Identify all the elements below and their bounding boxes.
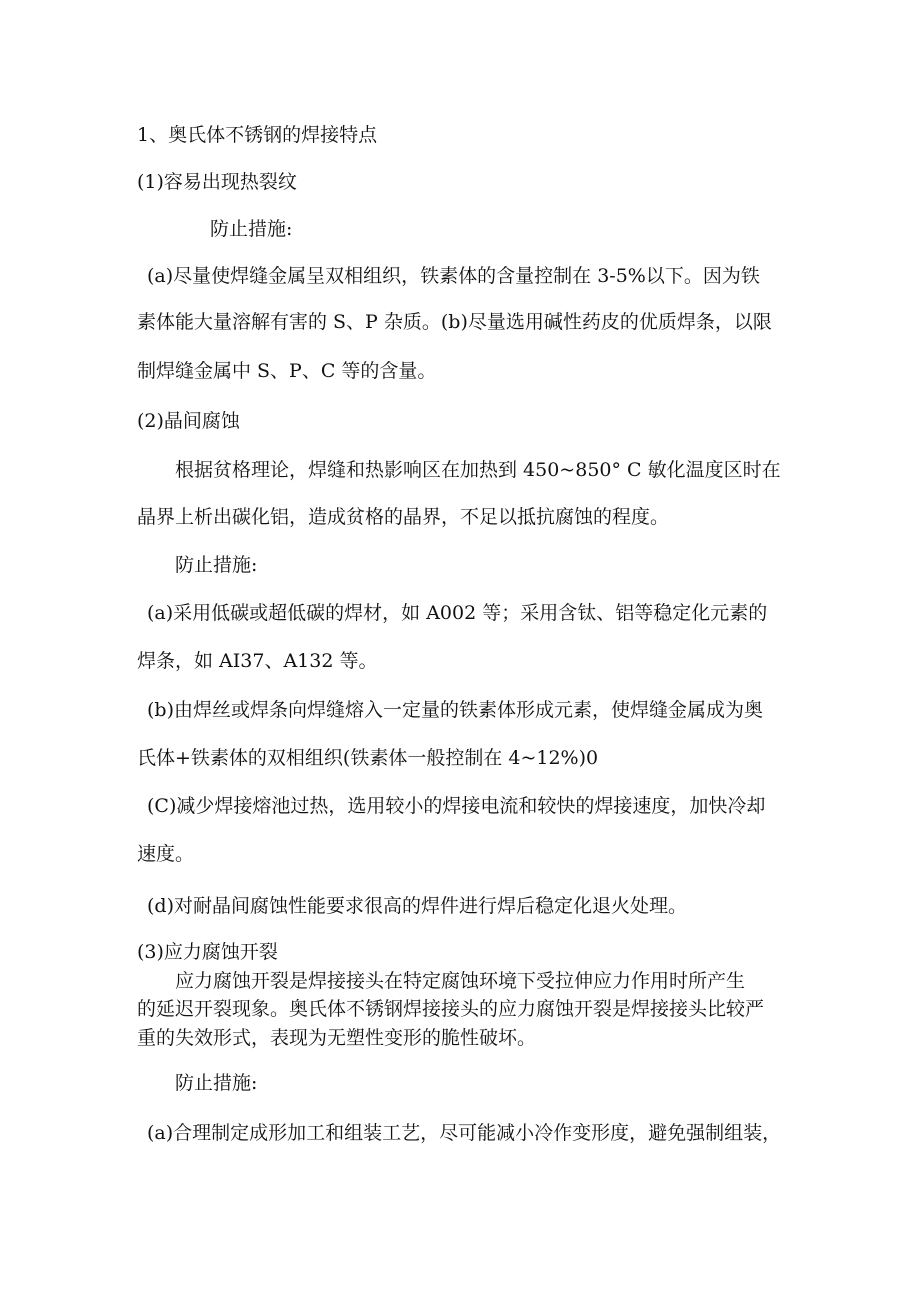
section2-item-d-line: (d)对耐晶间腐蚀性能要求很高的焊件进行焊后稳定化退火处理。 [147,895,687,917]
section1-paragraph-line: 制焊缝金属中 S、P、C 等的含量。 [137,360,437,382]
document-heading: 1、奥氏体不锈钢的焊接特点 [137,124,378,146]
section3-intro-line: 应力腐蚀开裂是焊接接头在特定腐蚀环境下受拉伸应力作用时所产生 [175,970,746,992]
section2-item-c-line: (C)减少焊接熔池过热，选用较小的焊接电流和较快的焊接速度，加快冷却 [147,795,766,817]
section2-item-a-line: (a)采用低碳或超低碳的焊材，如 A002 等；采用含钛、铝等稳定化元素的 [147,602,768,624]
section2-title: (2)晶间腐蚀 [137,410,240,432]
section2-intro-line: 晶界上析出碳化铝，造成贫格的晶界，不足以抵抗腐蚀的程度。 [137,506,670,528]
section3-intro-line: 的延迟开裂现象。奥氏体不锈钢焊接接头的应力腐蚀开裂是焊接接头比较严 [137,998,765,1020]
section3-measures-label: 防止措施: [175,1072,258,1094]
section2-item-a-line: 焊条，如 AI37、A132 等。 [137,650,378,672]
section1-paragraph-line: 素体能大量溶解有害的 S、P 杂质。(b)尽量选用碱性药皮的优质焊条，以限 [137,311,772,333]
section2-item-b-line: (b)由焊丝或焊条向焊缝熔入一定量的铁素体形成元素，使焊缝金属成为奥 [147,699,763,721]
section2-item-b-line: 氏体+铁素体的双相组织(铁素体一般控制在 4~12%)0 [137,747,599,769]
section3-title: (3)应力腐蚀开裂 [137,941,278,963]
section3-item-a-line: (a)合理制定成形加工和组装工艺，尽可能减小冷作变形度，避免强制组装， [147,1122,782,1144]
section3-intro-line: 重的失效形式，表现为无塑性变形的脆性破坏。 [137,1027,537,1049]
section1-measures-label: 防止措施: [210,218,293,240]
section2-intro-line: 根据贫格理论，焊缝和热影响区在加热到 450~850° C 敏化温度区时在 [175,459,781,481]
section1-paragraph-line: (a)尽量使焊缝金属呈双相组织，铁素体的含量控制在 3-5%以下。因为铁 [147,265,760,287]
section2-measures-label: 防止措施: [175,554,258,576]
section2-item-c-line: 速度。 [137,843,195,865]
section1-title: (1)容易出现热裂纹 [137,171,297,193]
